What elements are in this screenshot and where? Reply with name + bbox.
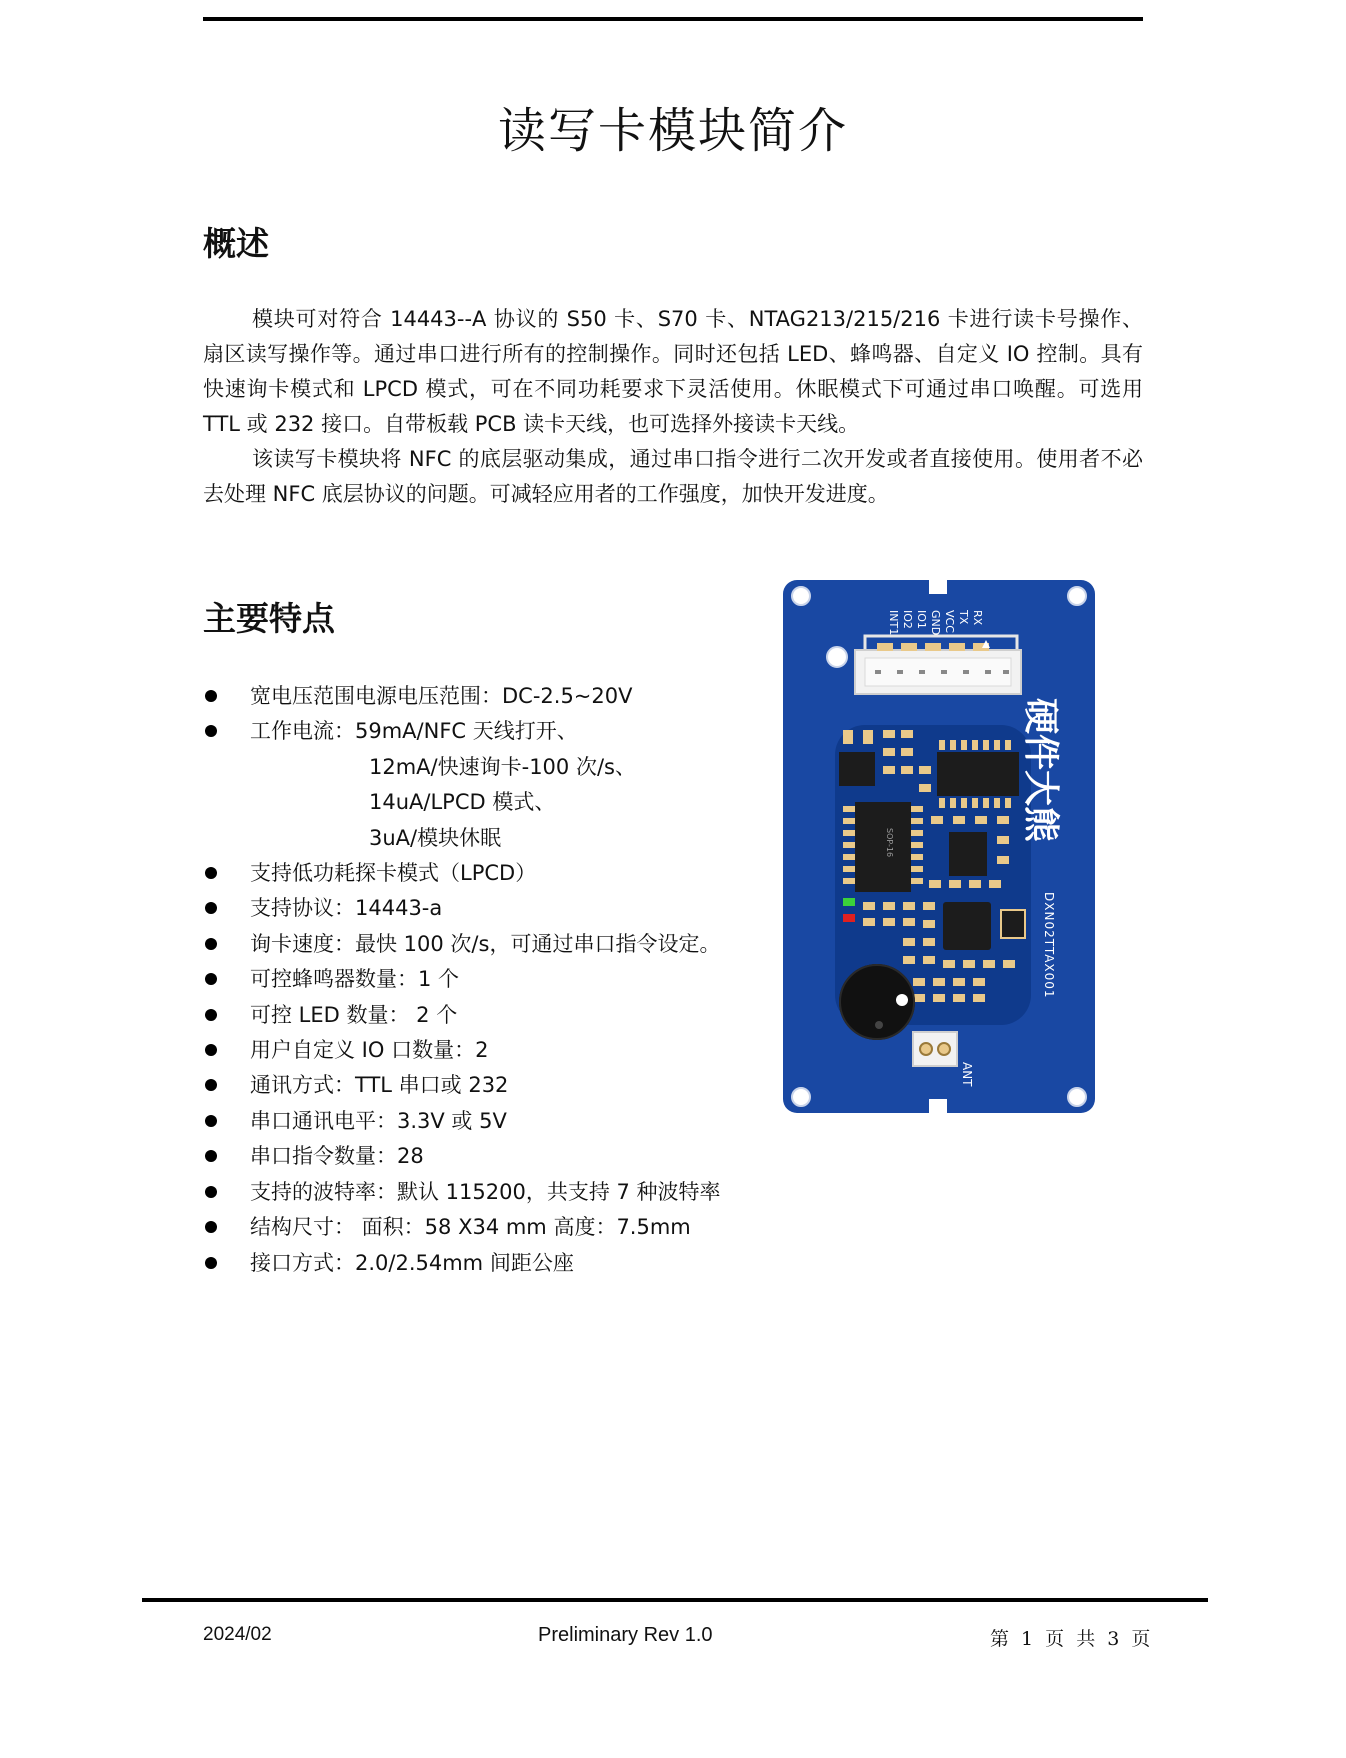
overview-body [203,302,1143,512]
feature-item: 可控 LED 数量： 2 个 [203,998,783,1033]
pcb-model-label: DXN02TTAX001 [1042,892,1056,999]
features-heading: 主要特点 [203,599,335,638]
footer-date: 2024/02 [203,1624,272,1645]
feature-item-continuation: 3uA/模块休眠 [369,825,502,850]
document-title: 读写卡模块简介 [497,103,848,159]
overview-paragraph-1: 模块可对符合 14443--A 协议的 S50 卡、S70 卡、NTAG213/215/216 卡进行读卡号操作、扇区读写操作等。通过串口进行所有的控制操作。同时还包括 LED、蜂鸣器、自定义 IO 控制。具有快速询卡模式和 LPCD 模式，可在不同功耗要求下灵活使用。休眠模式下可通过串口唤醒。可选用 TTL 或 232 接口。自带板载 PCB 读卡天线，也可选择外接读卡天线。 [203,307,1143,436]
chip-label: SOP-16 [885,828,894,858]
feature-item: 宽电压范围电源电压范围：DC-2.5~20V [203,679,783,714]
pin-label-io1: IO1 [915,610,928,629]
overview-paragraph-2: 该读写卡模块将 NFC 的底层驱动集成，通过串口指令进行二次开发或者直接使用。使用者不必去处理 NFC 底层协议的问题。可减轻应用者的工作强度，加快开发进度。 [203,447,1143,506]
feature-item: 串口指令数量：28 [203,1139,783,1174]
features-list [203,679,783,1281]
pin-label-int1: INT1 [887,610,900,636]
pin-label-vcc: VCC [943,610,956,633]
pin-label-tx: TX [957,610,970,625]
feature-item: 工作电流：59mA/NFC 天线打开、 [203,714,783,749]
pin-label-gnd: GND [929,610,942,636]
feature-item: 询卡速度：最快 100 次/s，可通过串口指令设定。 [203,927,783,962]
pin-label-io2: IO2 [901,610,914,629]
top-rule [203,17,1143,21]
feature-item: 支持的波特率：默认 115200，共支持 7 种波特率 [203,1175,783,1210]
feature-item: 接口方式：2.0/2.54mm 间距公座 [203,1246,783,1281]
feature-item: 可控蜂鸣器数量：1 个 [203,962,783,997]
feature-item: 通讯方式：TTL 串口或 232 [203,1068,783,1103]
pin-label-rx: RX [971,610,984,626]
feature-item-continuation: 14uA/LPCD 模式、 [369,790,556,815]
pcb-module-image [783,580,1095,1113]
feature-item: 结构尺寸： 面积：58 X34 mm 高度：7.5mm [203,1210,783,1245]
feature-item: 串口通讯电平：3.3V 或 5V [203,1104,783,1139]
bottom-rule [142,1598,1208,1602]
footer-page-number: 第 1 页 共 3 页 [990,1628,1154,1650]
feature-item: 支持低功耗探卡模式（LPCD） [203,856,783,891]
feature-item: 用户自定义 IO 口数量：2 [203,1033,783,1068]
footer-revision: Preliminary Rev 1.0 [538,1624,713,1646]
overview-heading: 概述 [203,224,269,263]
feature-item-continuation: 12mA/快速询卡-100 次/s、 [369,754,636,779]
feature-item: 支持协议：14443-a [203,891,783,926]
pcb-logo-text: 硬件大熊 [1020,698,1061,843]
antenna-label: ANT [960,1062,974,1087]
